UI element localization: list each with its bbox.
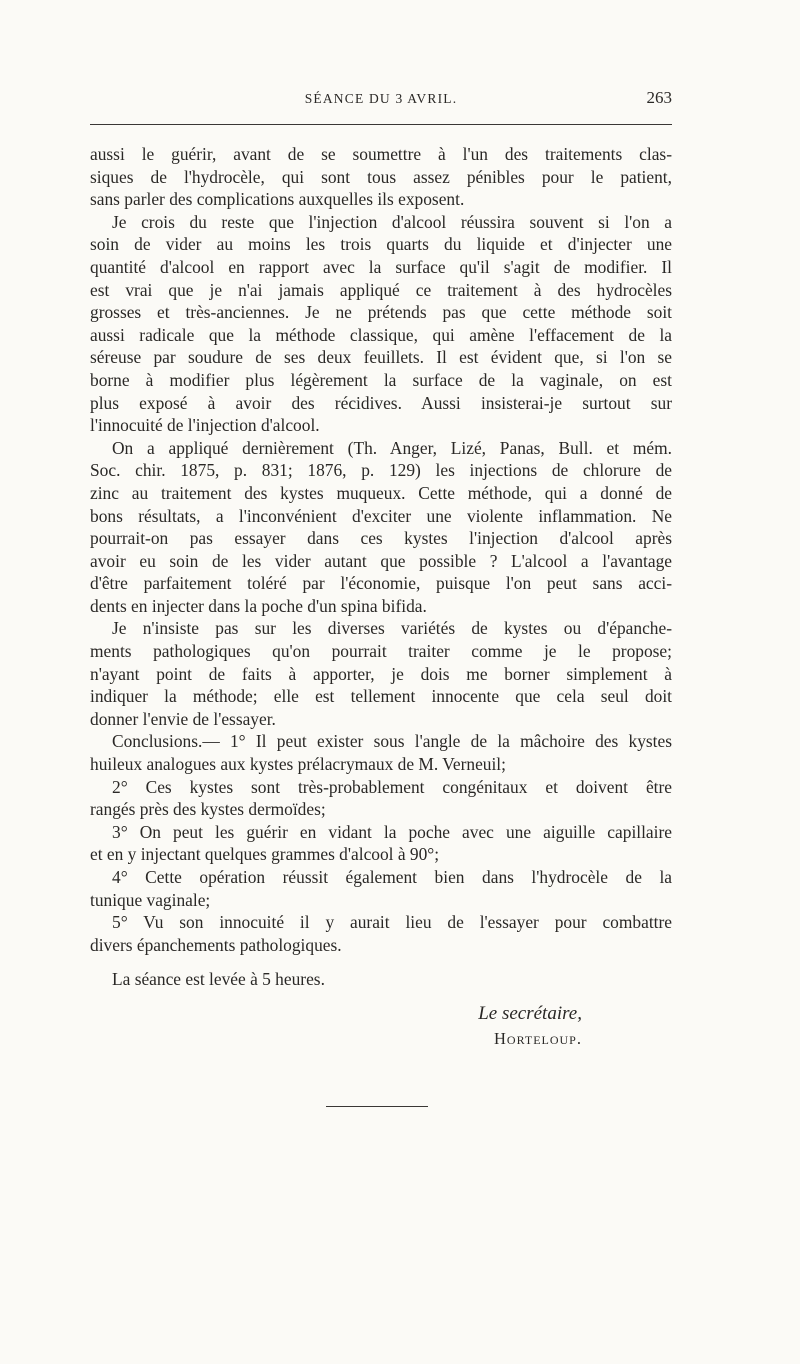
text-line: Soc. chir. 1875, p. 831; 1876, p. 129) les injections de chlorure de	[90, 460, 672, 481]
body-text	[90, 143, 672, 1051]
text-line: Conclusions.— 1° Il peut exister sous l'angle de la mâchoire des kystes	[112, 731, 672, 752]
text-line: borne à modifier plus légèrement la surface de la vaginale, on est	[90, 369, 672, 390]
text-line: aussi le guérir, avant de se soumettre à l'un des traitements clas-	[90, 144, 672, 164]
text-line: 4° Cette opération réussit également bien dans l'hydrocèle de la	[112, 867, 672, 887]
text-line: 3° On peut les guérir en vidant la poche avec une aiguille capillaire	[112, 821, 672, 842]
text-line: huileux analogues aux kystes prélacrymaux de M. Verneuil;	[90, 754, 506, 775]
text-line: zinc au traitement des kystes muqueux. Cette méthode, qui a donné de	[90, 482, 672, 503]
text-line: avoir eu soin de les vider autant que possible ? L'alcool a l'avantage	[90, 550, 672, 571]
text-line: 2° Ces kystes sont très-probablement congénitaux et doivent être	[112, 776, 672, 797]
signature-name: Horteloup.	[494, 1028, 582, 1048]
text-line: pourrait-on pas essayer dans ces kystes l'injection d'alcool après	[90, 528, 672, 549]
text-line: 5° Vu son innocuité il y aurait lieu de l'essayer pour combattre	[112, 912, 672, 933]
paragraph-gap	[90, 956, 672, 968]
text-line: ments pathologiques qu'on pourrait traiter comme je le propose;	[90, 641, 672, 662]
page-number: 263	[646, 88, 672, 107]
text-line: quantité d'alcool en rapport avec la surface qu'il s'agit de modifier. Il	[90, 256, 672, 277]
text-line: donner l'envie de l'essayer.	[90, 708, 276, 729]
text-line: plus exposé à avoir des récidives. Aussi insisterai-je surtout sur	[90, 392, 672, 413]
text-line: On a appliqué dernièrement (Th. Anger, Lizé, Panas, Bull. et mém.	[112, 437, 672, 458]
text-line: indiquer la méthode; elle est tellement innocente que cela seul doit	[90, 686, 672, 707]
text-line: sans parler des complications auxquelles ils exposent.	[90, 189, 465, 210]
text-line: l'innocuité de l'injection d'alcool.	[90, 415, 320, 436]
running-head: SÉANCE DU 3 AVRIL.	[304, 91, 458, 106]
text-line: et en y injectant quelques grammes d'alcool à 90°;	[90, 844, 440, 865]
text-line: rangés près des kystes dermoïdes;	[90, 799, 326, 820]
text-line: d'être parfaitement toléré par l'économie, puisque l'on peut sans acci-	[90, 573, 672, 594]
end-rule	[326, 1106, 428, 1107]
header-rule	[90, 124, 672, 125]
text-line: dents en injecter dans la poche d'un spina bifida.	[90, 595, 427, 616]
text-line: soin de vider au moins les trois quarts du liquide et d'injecter une	[90, 234, 672, 255]
text-line: siques de l'hydrocèle, qui sont tous assez pénibles pour le patient,	[90, 166, 672, 187]
text-line: divers épanchements pathologiques.	[90, 934, 342, 955]
page-header	[90, 88, 672, 112]
text-line: aussi radicale que la méthode classique, qui amène l'effacement de la	[90, 324, 672, 345]
text-line: bons résultats, a l'inconvénient d'exciter une violente inflammation. Ne	[90, 505, 672, 526]
text-line: séreuse par soudure de ses deux feuillets. Il est évident que, si l'on se	[90, 347, 672, 368]
text-line: est vrai que je n'ai jamais appliqué ce traitement à des hydrocèles	[90, 279, 672, 300]
signature-title: Le secrétaire,	[478, 1002, 582, 1024]
text-line: tunique vaginale;	[90, 889, 211, 910]
signature-block	[90, 1003, 672, 1051]
text-line: Je n'insiste pas sur les diverses variétés de kystes ou d'épanche-	[112, 618, 672, 639]
text-line: Je crois du reste que l'injection d'alcool réussira souvent si l'on a	[112, 211, 672, 232]
closing-line: La séance est levée à 5 heures.	[112, 969, 325, 990]
text-line: grosses et très-anciennes. Je ne prétends pas que cette méthode soit	[90, 302, 672, 323]
text-line: n'ayant point de faits à apporter, je dois me borner simplement à	[90, 663, 672, 684]
